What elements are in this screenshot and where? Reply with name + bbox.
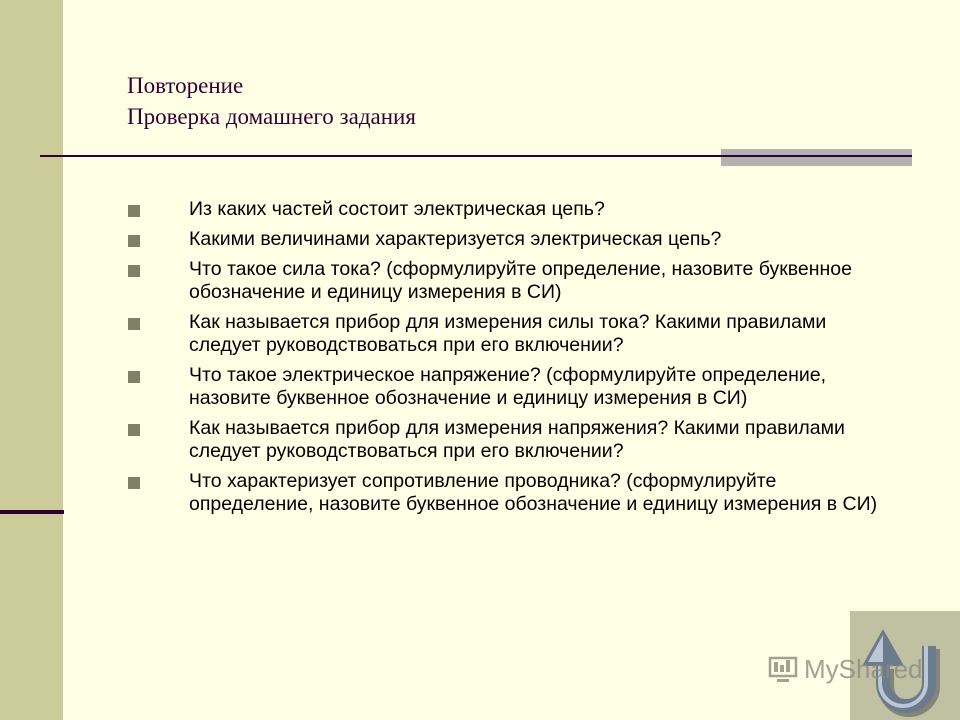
slide-title (127, 70, 887, 132)
title-rule-accent-line (721, 155, 912, 157)
list-item-text: Что характеризует сопротивление проводника? (сформулируйте определение, назовите буквенное обозначение и единицу измерения в СИ) (189, 470, 878, 515)
title-rule-accent (721, 149, 912, 166)
list-item (0, 228, 960, 251)
question-list (0, 198, 960, 523)
square-bullet-icon (128, 265, 140, 277)
watermark (768, 654, 923, 685)
square-bullet-icon (128, 205, 140, 217)
list-item (0, 258, 960, 304)
list-item-text: Из каких частей состоит электрическая цепь? (189, 198, 605, 220)
square-bullet-icon (128, 371, 140, 383)
list-item-text: Что такое электрическое напряжение? (сформулируйте определение, назовите буквенное обозначение и единицу измерения в СИ) (189, 364, 827, 409)
list-item-text: Как называется прибор для измерения силы тока? Какими правилами следует руководствоваться при его включении? (189, 311, 827, 356)
monitor-logo-icon (768, 656, 798, 684)
square-bullet-icon (128, 235, 140, 247)
list-item (0, 364, 960, 410)
square-bullet-icon (128, 424, 140, 436)
list-item (0, 470, 960, 516)
list-item-text: Какими величинами характеризуется электрическая цепь? (189, 228, 722, 250)
list-item-text: Что такое сила тока? (сформулируйте определение, назовите буквенное обозначение и единицу измерения в СИ) (189, 258, 852, 303)
square-bullet-icon (128, 477, 140, 489)
watermark-text: MyShared (804, 654, 923, 684)
list-item-text: Как называется прибор для измерения напряжения? Какими правилами следует руководствоваться при его включении? (189, 417, 845, 462)
title-line-2: Проверка домашнего задания (127, 104, 416, 129)
list-item (0, 311, 960, 357)
list-item (0, 198, 960, 221)
list-item (0, 417, 960, 463)
square-bullet-icon (128, 318, 140, 330)
title-line-1: Повторение (127, 73, 244, 98)
